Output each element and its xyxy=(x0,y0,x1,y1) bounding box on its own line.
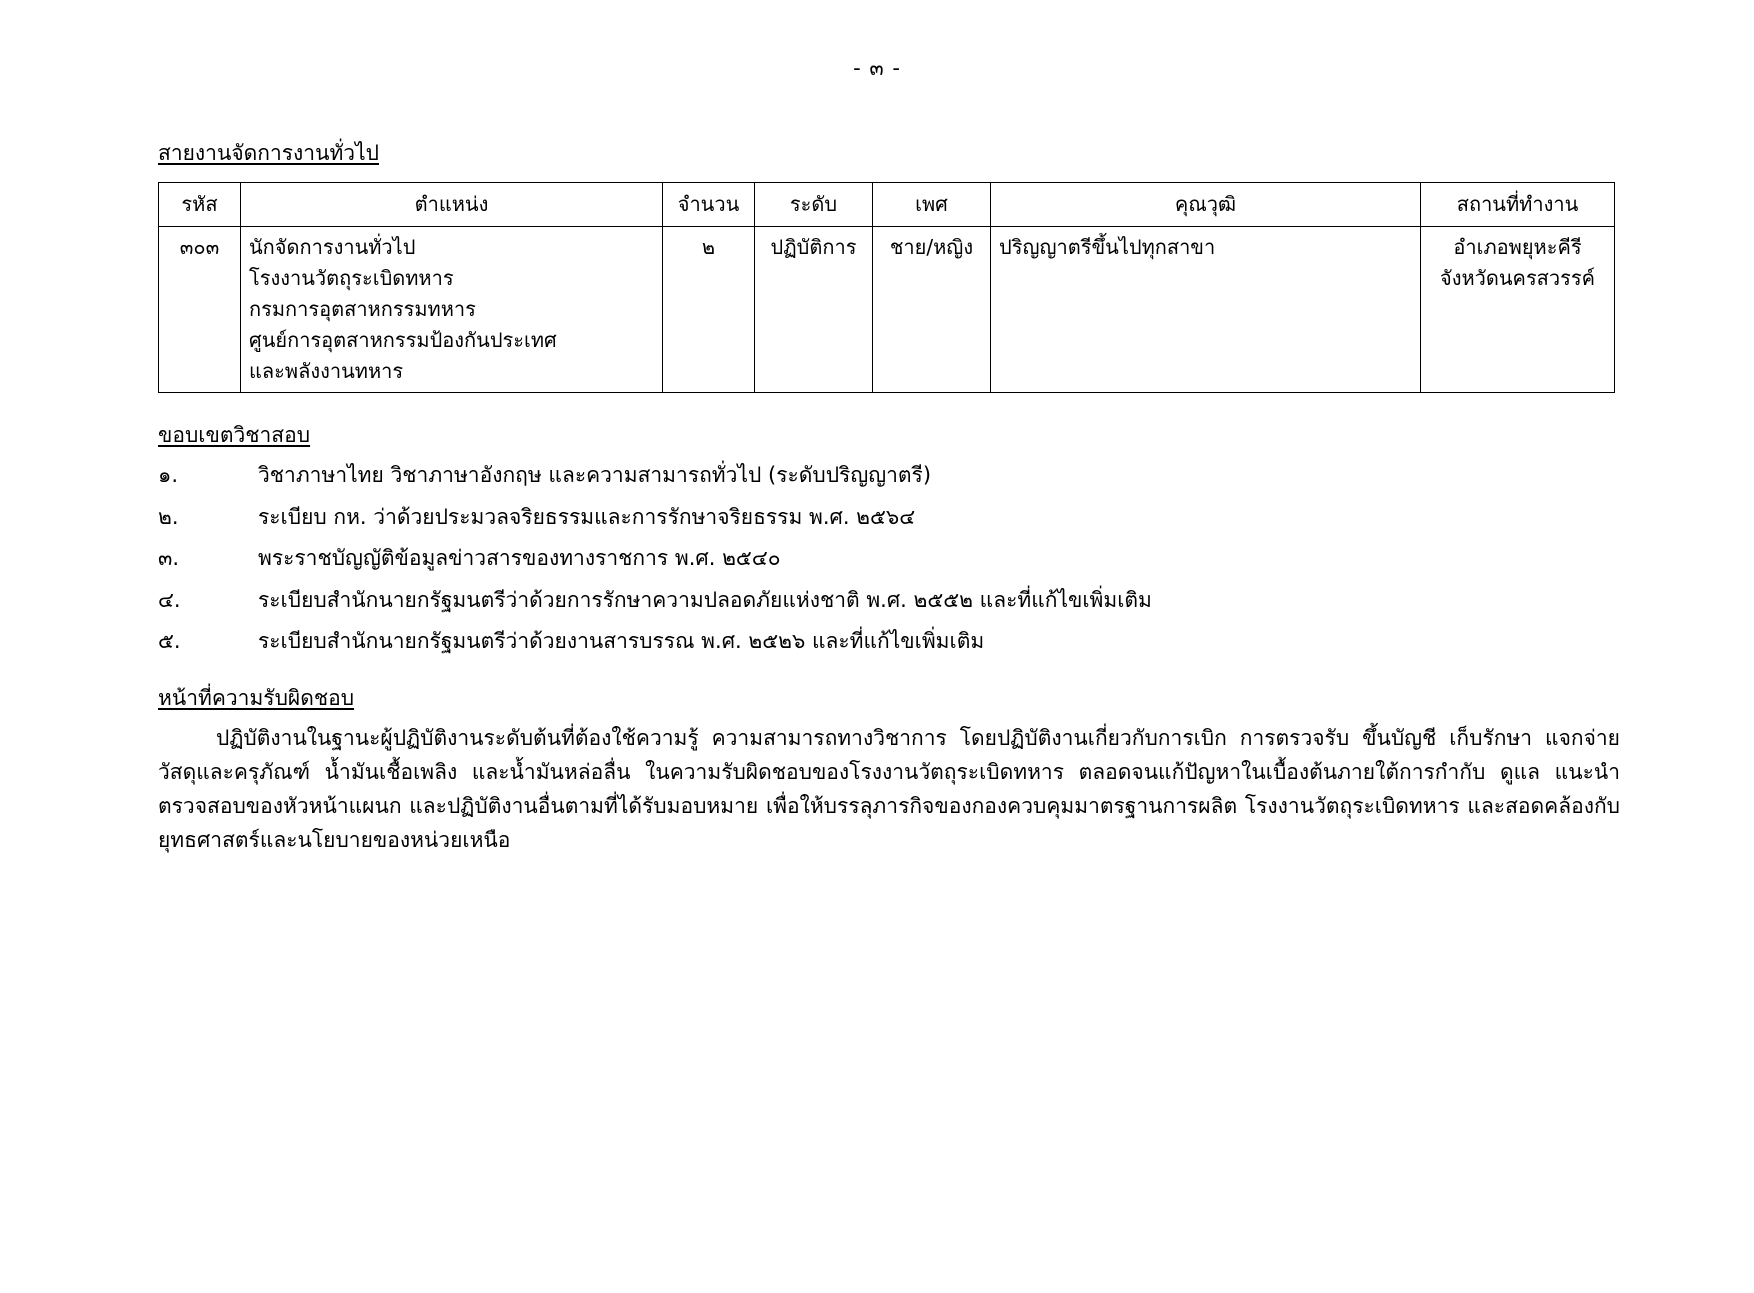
cell-code: ๓๐๓ xyxy=(159,227,241,393)
column-header-gender: เพศ xyxy=(873,183,991,227)
list-item xyxy=(158,543,1614,575)
workplace-line: จังหวัดนครสวรรค์ xyxy=(1440,266,1595,290)
job-section-heading: สายงานจัดการงานทั่วไป xyxy=(158,141,379,165)
responsibility-text: ปฏิบัติงานในฐานะผู้ปฏิบัติงานระดับต้นที่ต้องใช้ความรู้ ความสามารถทางวิชาการ โดยปฏิบัติงานเกี่ยวกับการเบิก การตรวจรับ ขึ้นบัญชี เก็บรักษา แจกจ่าย วัสดุและครุภัณฑ์ น้ำมันเชื้อเพลิง และน้ำมันหล่อลื่น ในความรับผิดชอบของโรงงานวัตถุระเบิดทหาร ตลอดจนแก้ปัญหาในเบื้องต้นภายใต้การกำกับ ดูแล แนะนำ ตรวจสอบของหัวหน้าแผนก และปฏิบัติงานอื่นตามที่ได้รับมอบหมาย เพื่อให้บรรลุภารกิจของกองควบคุมมาตรฐานการผลิต โรงงานวัตถุระเบิดทหาร และสอดคล้องกับยุทธศาสตร์และนโยบายของหน่วยเหนือ xyxy=(158,725,1620,852)
cell-count: ๒ xyxy=(663,227,755,393)
cell-workplace xyxy=(1421,227,1615,393)
list-item-number: ๓. xyxy=(158,546,180,570)
list-item-number: ๔. xyxy=(158,587,181,612)
cell-gender: ชาย/หญิง xyxy=(873,227,991,393)
document-page xyxy=(0,52,1754,1293)
table-header-row xyxy=(159,183,1615,227)
list-item xyxy=(158,626,1614,658)
list-item-text: พระราชบัญญัติข้อมูลข่าวสารของทางราชการ พ.ศ. ๒๕๔๐ xyxy=(258,546,781,570)
list-item-number: ๑. xyxy=(158,463,179,487)
page-number: - ๓ - xyxy=(853,56,901,80)
job-positions-table xyxy=(158,182,1615,393)
list-item xyxy=(158,585,1614,617)
workplace-line: อำเภอพยุหะคีรี xyxy=(1453,235,1582,259)
column-header-count: จำนวน xyxy=(663,183,755,227)
position-line: และพลังงานทหาร xyxy=(249,359,404,383)
column-header-level: ระดับ xyxy=(755,183,873,227)
responsibility-section-heading: หน้าที่ความรับผิดชอบ xyxy=(158,685,355,710)
position-line: ศูนย์การอุตสาหกรรมป้องกันประเทศ xyxy=(249,328,557,352)
list-item-number: ๕. xyxy=(158,629,181,653)
scope-list xyxy=(158,460,1614,658)
list-item xyxy=(158,460,1614,492)
page-content xyxy=(158,137,1620,857)
cell-level: ปฏิบัติการ xyxy=(755,227,873,393)
list-item-text: วิชาภาษาไทย วิชาภาษาอังกฤษ และความสามารถทั่วไป (ระดับปริญญาตรี) xyxy=(258,463,932,487)
column-header-position: ตำแหน่ง xyxy=(241,183,663,227)
list-item xyxy=(158,502,1614,534)
position-line: กรมการอุตสาหกรรมทหาร xyxy=(249,297,476,321)
scope-section-heading: ขอบเขตวิชาสอบ xyxy=(158,423,311,447)
list-item-text: ระเบียบสำนักนายกรัฐมนตรีว่าด้วยงานสารบรรณ พ.ศ. ๒๕๒๖ และที่แก้ไขเพิ่มเติม xyxy=(258,629,985,653)
column-header-workplace: สถานที่ทำงาน xyxy=(1421,183,1615,227)
list-item-text: ระเบียบ กห. ว่าด้วยประมวลจริยธรรมและการรักษาจริยธรรม พ.ศ. ๒๕๖๔ xyxy=(258,504,916,529)
responsibility-paragraph xyxy=(158,721,1620,857)
position-line: นักจัดการงานทั่วไป xyxy=(249,235,416,259)
table-row xyxy=(159,227,1615,393)
position-line: โรงงานวัตถุระเบิดทหาร xyxy=(249,266,454,290)
list-item-text: ระเบียบสำนักนายกรัฐมนตรีว่าด้วยการรักษาความปลอดภัยแห่งชาติ พ.ศ. ๒๕๕๒ และที่แก้ไขเพิ่มเติม xyxy=(258,587,1152,612)
cell-position xyxy=(241,227,663,393)
list-item-number: ๒. xyxy=(158,504,179,529)
column-header-code: รหัส xyxy=(159,183,241,227)
cell-qualification: ปริญญาตรีขึ้นไปทุกสาขา xyxy=(991,227,1421,393)
column-header-qualification: คุณวุฒิ xyxy=(991,183,1421,227)
